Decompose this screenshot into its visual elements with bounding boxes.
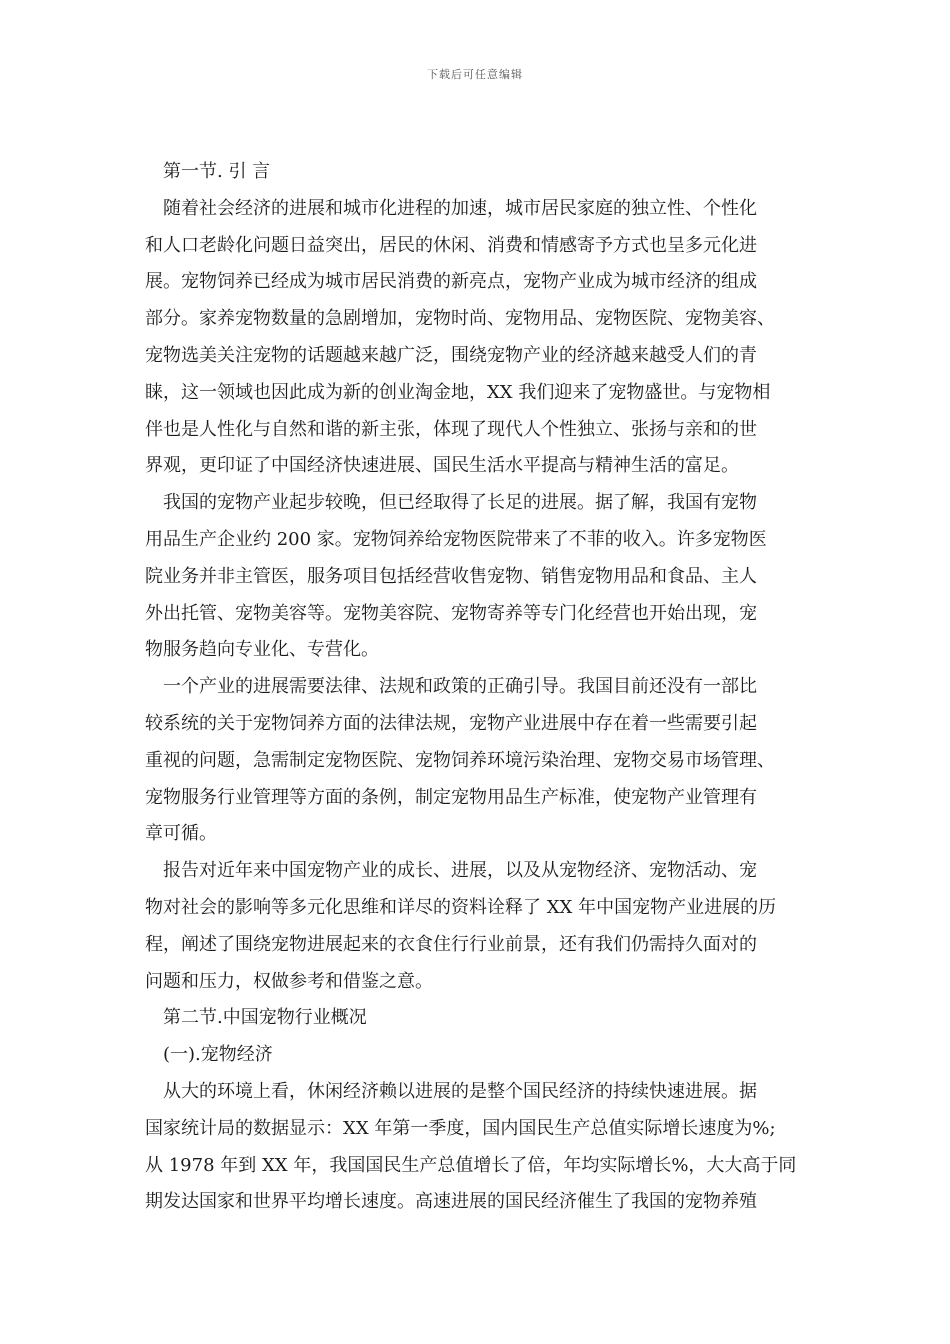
text-line: 较系统的关于宠物饲养方面的法律法规，宠物产业进展中存在着一些需要引起 xyxy=(145,712,757,734)
text-line: 外出托管、宠物美容等。宠物美容院、宠物寄养等专门化经营也开始出现，宠 xyxy=(145,602,757,624)
text-line: 我国的宠物产业起步较晚，但已经取得了长足的进展。据了解，我国有宠物 xyxy=(163,492,757,514)
text-line: 随着社会经济的进展和城市化进程的加速，城市居民家庭的独立性、个性化 xyxy=(163,197,757,219)
text-line: 从大的环境上看，休闲经济赖以进展的是整个国民经济的持续快速进展。据 xyxy=(163,1080,757,1102)
text-line: 宠物选美关注宠物的话题越来越广泛，围绕宠物产业的经济越来越受人们的青 xyxy=(145,344,757,366)
text-line: 展。宠物饲养已经成为城市居民消费的新亮点，宠物产业成为城市经济的组成 xyxy=(145,271,757,293)
text-line: 第一节. 引 言 xyxy=(163,161,271,182)
text-line: 第二节.中国宠物行业概况 xyxy=(163,1007,367,1029)
text-line: 物对社会的影响等多元化思维和详尽的资料诠释了 XX 年中国宠物产业进展的历 xyxy=(145,896,777,918)
text-line: 伴也是人性化与自然和谐的新主张，体现了现代人个性独立、张扬与亲和的世 xyxy=(145,418,757,440)
document-body xyxy=(145,154,825,1221)
text-line: 问题和压力，权做参考和借鉴之意。 xyxy=(145,970,433,992)
text-line: 和人口老龄化问题日益突出，居民的休闲、消费和情感寄予方式也呈多元化进 xyxy=(145,234,757,256)
text-line: 程，阐述了围绕宠物进展起来的衣食住行行业前景，还有我们仍需持久面对的 xyxy=(145,933,757,955)
text-line: 宠物服务行业管理等方面的条例，制定宠物用品生产标准，使宠物产业管理有 xyxy=(145,786,757,808)
page-header-note: 下载后可任意编辑 xyxy=(427,68,523,81)
text-line: 院业务并非主管医，服务项目包括经营收售宠物、销售宠物用品和食品、主人 xyxy=(145,565,757,587)
text-line: 物服务趋向专业化、专营化。 xyxy=(145,639,379,661)
text-line: 报告对近年来中国宠物产业的成长、进展，以及从宠物经济、宠物活动、宠 xyxy=(163,860,757,882)
text-line: 从 1978 年到 XX 年，我国国民生产总值增长了倍，年均实际增长%，大大高于同 xyxy=(145,1154,797,1176)
text-line: 部分。家养宠物数量的急剧增加，宠物时尚、宠物用品、宠物医院、宠物美容、 xyxy=(145,308,775,330)
text-line: 睐，这一领域也因此成为新的创业淘金地，XX 我们迎来了宠物盛世。与宠物相 xyxy=(145,381,771,403)
text-line: 期发达国家和世界平均增长速度。高速进展的国民经济催生了我国的宠物养殖 xyxy=(145,1191,757,1213)
text-line: 重视的问题，急需制定宠物医院、宠物饲养环境污染治理、宠物交易市场管理、 xyxy=(145,749,775,771)
text-line: 国家统计局的数据显示：XX 年第一季度，国内国民生产总值实际增长速度为%; xyxy=(145,1117,776,1139)
text-line: (一).宠物经济 xyxy=(163,1044,273,1066)
text-line: 一个产业的进展需要法律、法规和政策的正确引导。我国目前还没有一部比 xyxy=(163,676,757,698)
text-line: 用品生产企业约 200 家。宠物饲养给宠物医院带来了不菲的收入。许多宠物医 xyxy=(145,528,767,550)
text-line: 章可循。 xyxy=(145,823,217,845)
text-line: 界观，更印证了中国经济快速进展、国民生活水平提高与精神生活的富足。 xyxy=(145,455,739,477)
